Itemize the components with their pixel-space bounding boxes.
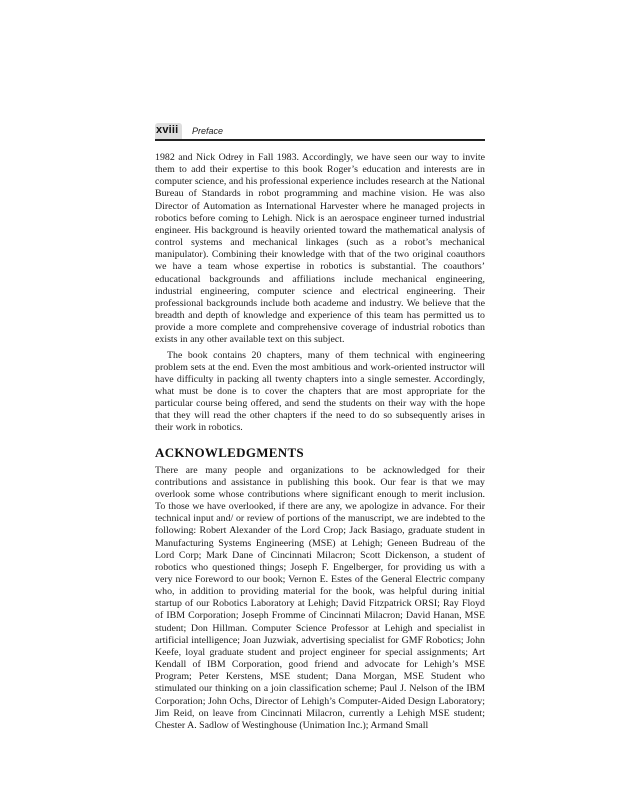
body-paragraph: 1982 and Nick Odrey in Fall 1983. Accordingly, we have seen our way to invite them to add their expertise to this book Roger’s education and interests are in computer science, and his professional experience includes research at the National Bureau of Standards in robot programming and machine vision. He was also Director of Automation as International Harvester where he managed projects in robotics before coming to Lehigh. Nick is an aerospace engineer turned industrial engineer. His background is heavily oriented toward the mathematical analysis of control systems and mechanical linkages (such as a robot’s mechanical manipulator). Combining their knowledge with that of the two original coauthors we have a team whose expertise in robotics is substantial. The coauthors’ educational backgrounds and affiliations include mechanical engineering, industrial engineering, computer science and electrical engineering. Their professional backgrounds include both academe and industry. We believe that the breadth and depth of knowledge and experience of this team has permitted us to provide a more complete and comprehensive coverage of industrial robotics than exists in any other available text on this subject. (155, 152, 485, 346)
running-head: Preface (192, 126, 224, 136)
section-heading: ACKNOWLEDGMENTS (155, 444, 304, 460)
body-paragraph: There are many people and organizations to be acknowledged for their contributions and assistance in publishing this book. Our fear is that we may overlook some whose contributions where significant enough to merit inclusion. To those we have overlooked, if there are any, we apologize in advance. For their technical input and/ or review of portions of the manuscript, we are indebted to the following: Robert Alexander of the Lord Crop; Jack Basiago, graduate student in Manufacturing Systems Engineering (MSE) at Lehigh; Geneen Budreau of the Lord Corp; Mark Dane of Cincinnati Milacron; Scott Dickenson, a student of robotics who questioned things; Joseph F. Engelberger, for providing us with a very nice Foreword to our book; Vernon E. Estes of the General Electric company who, in addition to providing material for the book, was helpful during initial startup of our Robotics Laboratory at Lehigh; David Fitzpatrick ORSI; Ray Floyd of IBM Corporation; Joseph Fromme of Cincinnati Milacron; David Hanan, MSE student; Don Hillman. Computer Science Professor at Lehigh and specialist in artificial intelligence; Joan Juzwiak, advertising specialist for GMF Robotics; John Keefe, loyal graduate student and project engineer for special assignments; Art Kendall of IBM Corporation, good friend and advocate for Lehigh’s MSE Program; Peter Kerstens, MSE student; Dana Morgan, MSE Student who stimulated our thinking on a join classification scheme; Paul J. Nelson of the IBM Corporation; John Ochs, Director of Lehigh’s Computer-Aided Design Laboratory; Jim Reid, on leave from Cincinnati Milacron, currently a Lehigh MSE student; Chester A. Sadlow of Westinghouse (Unimation Inc.); Armand Small (155, 464, 485, 731)
header-rule (155, 139, 485, 141)
page-body (155, 152, 485, 732)
page-header (155, 123, 485, 143)
page-number-tab (155, 123, 182, 140)
body-paragraph: The book contains 20 chapters, many of them technical with engineering problem sets at the end. Even the most ambitious and work-oriented instructor will have difficulty in packing all twenty chapters into a single semester. Accordingly, what must be done is to cover the chapters that are most appropriate for the particular course being offered, and send the students on their way with the hope that they will read the other chapters if the need to do so subsequently arises in their work in robotics. (155, 349, 485, 434)
page-number: xviii (156, 124, 179, 136)
